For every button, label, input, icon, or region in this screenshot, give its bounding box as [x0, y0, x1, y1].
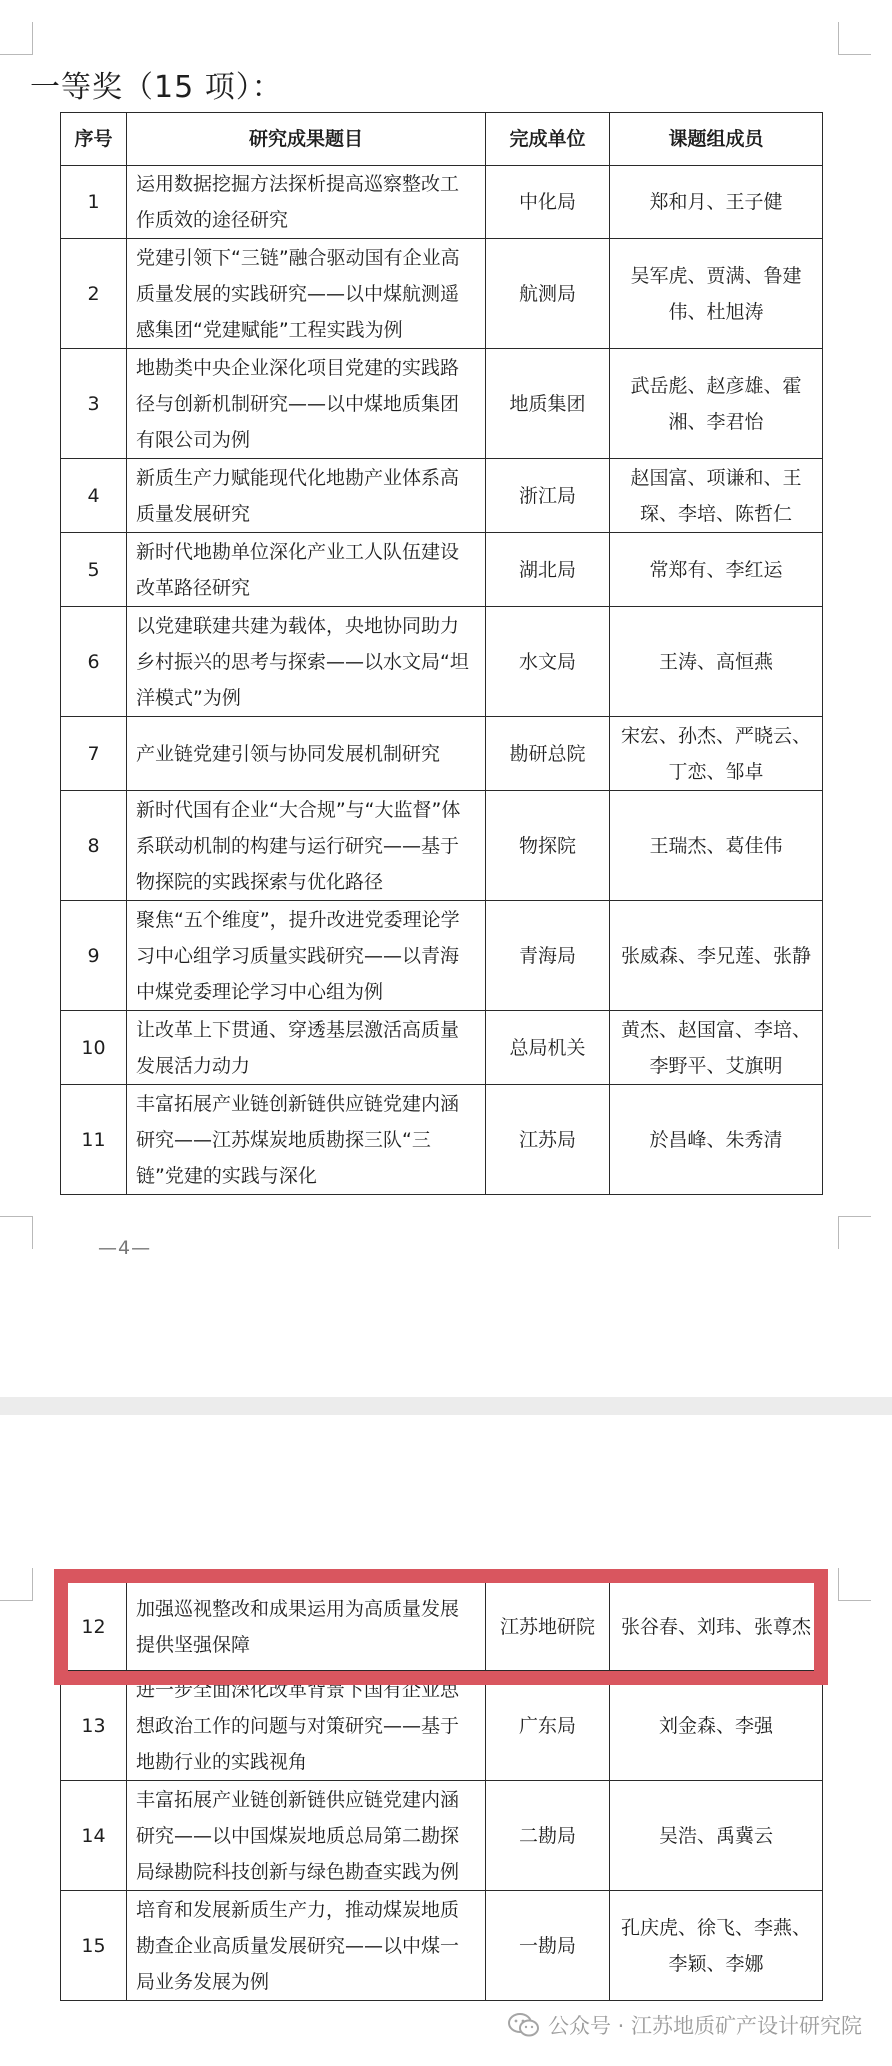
cell-no: 13 — [61, 1671, 127, 1781]
table-row — [61, 349, 823, 459]
cell-members: 於昌峰、朱秀清 — [610, 1085, 823, 1195]
cell-title: 培育和发展新质生产力，推动煤炭地质勘查企业高质量发展研究——以中煤一局业务发展为例 — [127, 1891, 486, 2001]
cell-members: 张谷春、刘玮、张尊杰 — [610, 1583, 823, 1671]
table-row — [61, 1583, 823, 1671]
cell-no: 7 — [61, 717, 127, 791]
cell-no: 12 — [61, 1583, 127, 1671]
cell-members: 宋宏、孙杰、严晓云、丁恋、邹卓 — [610, 717, 823, 791]
cell-unit: 一勘局 — [486, 1891, 610, 2001]
cell-unit: 航测局 — [486, 239, 610, 349]
cell-unit: 水文局 — [486, 607, 610, 717]
cell-members: 吴军虎、贾满、鲁建伟、杜旭涛 — [610, 239, 823, 349]
header-no: 序号 — [61, 113, 127, 166]
page-number: —4— — [98, 1237, 152, 1259]
cell-unit: 物探院 — [486, 791, 610, 901]
cell-no: 4 — [61, 459, 127, 533]
table-row — [61, 1891, 823, 2001]
cell-no: 15 — [61, 1891, 127, 2001]
crop-mark — [838, 1216, 871, 1249]
cell-title: 聚焦“五个维度”，提升改进党委理论学习中心组学习质量实践研究——以青海中煤党委理论学习中心组为例 — [127, 901, 486, 1011]
table-row — [61, 1781, 823, 1891]
cell-members: 武岳彪、赵彦雄、霍湘、李君怡 — [610, 349, 823, 459]
cell-unit: 湖北局 — [486, 533, 610, 607]
cell-no: 8 — [61, 791, 127, 901]
cell-no: 11 — [61, 1085, 127, 1195]
page-separator — [0, 1397, 892, 1415]
cell-no: 14 — [61, 1781, 127, 1891]
section-title: 一等奖（15 项）： — [30, 70, 283, 105]
cell-title: 丰富拓展产业链创新链供应链党建内涵研究——以中国煤炭地质总局第二勘探局绿勘院科技创新与绿色勘查实践为例 — [127, 1781, 486, 1891]
awards-table — [60, 112, 823, 1195]
cell-title: 加强巡视整改和成果运用为高质量发展提供坚强保障 — [127, 1583, 486, 1671]
cell-title: 产业链党建引领与协同发展机制研究 — [127, 717, 486, 791]
header-title: 研究成果题目 — [127, 113, 486, 166]
cell-unit: 地质集团 — [486, 349, 610, 459]
cell-no: 9 — [61, 901, 127, 1011]
header-members: 课题组成员 — [610, 113, 823, 166]
cell-members: 张威森、李兄莲、张静 — [610, 901, 823, 1011]
cell-no: 6 — [61, 607, 127, 717]
cell-unit: 总局机关 — [486, 1011, 610, 1085]
table-header-row — [61, 113, 823, 166]
cell-unit: 广东局 — [486, 1671, 610, 1781]
wechat-icon — [508, 2012, 540, 2038]
table-row — [61, 717, 823, 791]
cell-title: 党建引领下“三链”融合驱动国有企业高质量发展的实践研究——以中煤航测遥感集团“党建赋能”工程实践为例 — [127, 239, 486, 349]
cell-members: 孔庆虎、徐飞、李燕、李颖、李娜 — [610, 1891, 823, 2001]
cell-no: 2 — [61, 239, 127, 349]
cell-members: 常郑有、李红运 — [610, 533, 823, 607]
cell-unit: 浙江局 — [486, 459, 610, 533]
cell-unit: 江苏局 — [486, 1085, 610, 1195]
cell-members: 刘金森、李强 — [610, 1671, 823, 1781]
cell-no: 10 — [61, 1011, 127, 1085]
cell-title: 新时代国有企业“大合规”与“大监督”体系联动机制的构建与运行研究——基于物探院的实践探索与优化路径 — [127, 791, 486, 901]
crop-mark — [838, 1568, 871, 1601]
table-row — [61, 459, 823, 533]
cell-no: 3 — [61, 349, 127, 459]
table-row — [61, 533, 823, 607]
awards-table-continued — [60, 1582, 823, 2001]
cell-members: 王涛、高恒燕 — [610, 607, 823, 717]
cell-title: 运用数据挖掘方法探析提高巡察整改工作质效的途径研究 — [127, 166, 486, 239]
table-row — [61, 607, 823, 717]
cell-unit: 中化局 — [486, 166, 610, 239]
table-row — [61, 1671, 823, 1781]
cell-title: 以党建联建共建为载体，央地协同助力乡村振兴的思考与探索——以水文局“坦洋模式”为例 — [127, 607, 486, 717]
crop-mark — [0, 1216, 33, 1249]
crop-mark — [0, 22, 33, 55]
cell-no: 1 — [61, 166, 127, 239]
cell-unit: 勘研总院 — [486, 717, 610, 791]
cell-unit: 江苏地研院 — [486, 1583, 610, 1671]
table-row — [61, 791, 823, 901]
cell-members: 黄杰、赵国富、李培、李野平、艾旗明 — [610, 1011, 823, 1085]
header-unit: 完成单位 — [486, 113, 610, 166]
table-row — [61, 166, 823, 239]
cell-title: 让改革上下贯通、穿透基层激活高质量发展活力动力 — [127, 1011, 486, 1085]
cell-unit: 青海局 — [486, 901, 610, 1011]
table-row — [61, 1085, 823, 1195]
cell-title: 丰富拓展产业链创新链供应链党建内涵研究——江苏煤炭地质勘探三队“三链”党建的实践与深化 — [127, 1085, 486, 1195]
table-row — [61, 1011, 823, 1085]
footer-text: 公众号 · 江苏地质矿产设计研究院 — [547, 2014, 862, 2038]
cell-members: 郑和月、王子健 — [610, 166, 823, 239]
cell-members: 赵国富、项谦和、王琛、李培、陈哲仁 — [610, 459, 823, 533]
cell-title: 地勘类中央企业深化项目党建的实践路径与创新机制研究——以中煤地质集团有限公司为例 — [127, 349, 486, 459]
watermark-footer — [508, 2010, 862, 2040]
cell-no: 5 — [61, 533, 127, 607]
cell-title: 新质生产力赋能现代化地勘产业体系高质量发展研究 — [127, 459, 486, 533]
table-row — [61, 901, 823, 1011]
cell-unit: 二勘局 — [486, 1781, 610, 1891]
cell-title: 新时代地勘单位深化产业工人队伍建设改革路径研究 — [127, 533, 486, 607]
cell-members: 吴浩、禹冀云 — [610, 1781, 823, 1891]
cell-title: 进一步全面深化改革背景下国有企业思想政治工作的问题与对策研究——基于地勘行业的实践视角 — [127, 1671, 486, 1781]
crop-mark — [0, 1568, 33, 1601]
cell-members: 王瑞杰、葛佳伟 — [610, 791, 823, 901]
table-row — [61, 239, 823, 349]
crop-mark — [838, 22, 871, 55]
